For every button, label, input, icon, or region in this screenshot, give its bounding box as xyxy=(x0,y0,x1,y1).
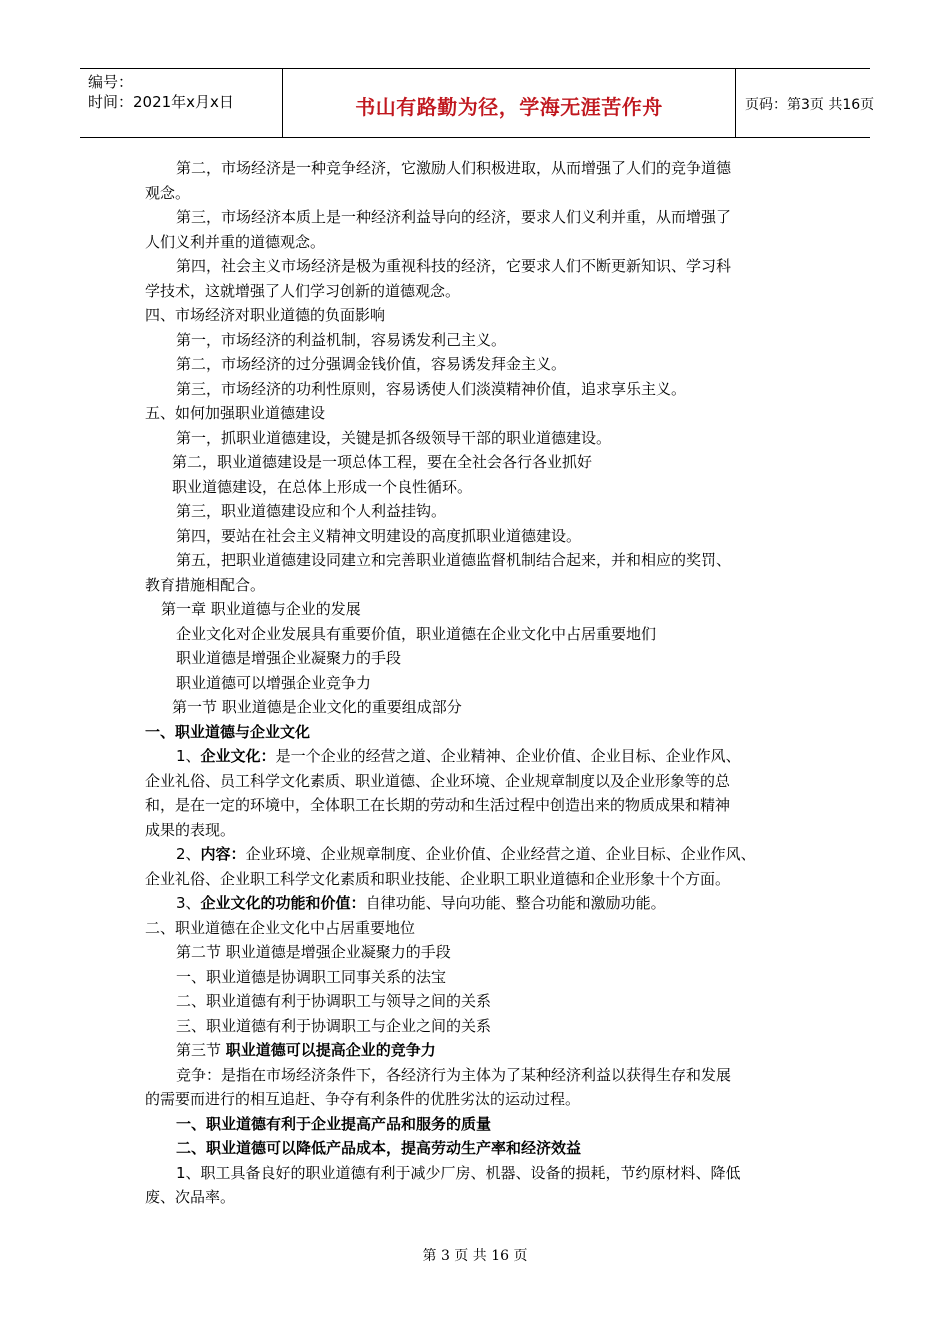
subsection-heading: 一、职业道德有利于企业提高产品和服务的质量 xyxy=(176,1114,492,1133)
number-label: 编号： xyxy=(88,73,134,91)
definition-line xyxy=(145,744,825,769)
page-info: 页码：第3页 共16页 xyxy=(745,97,875,113)
paragraph-line: 人们义利并重的道德观念。 xyxy=(145,232,326,251)
motto: 书山有路勤为径，学海无涯苦作舟 xyxy=(355,95,663,119)
paragraph-line: 竞争：是指在市场经济条件下，各经济行为主体为了某种经济利益以获得生存和发展 xyxy=(176,1065,732,1084)
paragraph-line: 企业礼俗、企业职工科学文化素质和职业技能、企业职工职业道德和企业形象十个方面。 xyxy=(145,869,731,888)
item-number: 2、 xyxy=(176,845,201,863)
list-item: 第一，抓职业道德建设，关键是抓各级领导干部的职业道德建设。 xyxy=(176,428,612,447)
list-item: 二、职业道德有利于协调职工与领导之间的关系 xyxy=(176,992,492,1010)
paragraph-line: 学技术，这就增强了人们学习创新的道德观念。 xyxy=(145,281,461,300)
page-header xyxy=(80,68,875,138)
definition-text: 是一个企业的经营之道、企业精神、企业价值、企业目标、企业作风、 xyxy=(275,747,741,765)
definition-text: 自律功能、导向功能、整合功能和激励功能。 xyxy=(365,894,666,912)
paragraph-line: 职业道德可以增强企业竞争力 xyxy=(176,673,372,692)
paragraph-line: 第四，社会主义市场经济是极为重视科技的经济，它要求人们不断更新知识、学习科 xyxy=(176,257,732,275)
list-item: 第二，市场经济的过分强调金钱价值，容易诱发拜金主义。 xyxy=(176,355,567,373)
paragraph-line: 观念。 xyxy=(145,183,191,202)
section-heading: 五、如何加强职业道德建设 xyxy=(145,404,326,422)
header-info-cell xyxy=(80,69,282,137)
definition-line xyxy=(145,842,825,867)
section-heading: 第二节 职业道德是增强企业凝聚力的手段 xyxy=(176,943,451,961)
term: 企业文化的功能和价值： xyxy=(200,894,366,912)
list-item: 第三，市场经济的功利性原则，容易诱使人们淡漠精神价值，追求享乐主义。 xyxy=(176,379,687,398)
paragraph-line: 的需要而进行的相互追赶、争夺有利条件的优胜劣汰的运动过程。 xyxy=(145,1090,581,1108)
paragraph-line: 成果的表现。 xyxy=(145,820,236,839)
paragraph-line: 第二，市场经济是一种竞争经济，它激励人们积极进取，从而增强了人们的竞争道德 xyxy=(176,159,732,177)
subsection-heading: 二、职业道德在企业文化中占居重要地位 xyxy=(145,918,416,937)
header-page-cell xyxy=(735,69,875,137)
paragraph-line: 教育措施相配合。 xyxy=(145,575,266,594)
paragraph-line: 1、职工具备良好的职业道德有利于减少厂房、机器、设备的损耗，节约原材料、降低 xyxy=(176,1163,741,1182)
list-item: 第四，要站在社会主义精神文明建设的高度抓职业道德建设。 xyxy=(176,526,582,545)
subsection-heading: 二、职业道德可以降低产品成本，提高劳动生产率和经济效益 xyxy=(176,1139,582,1157)
definition-line xyxy=(145,891,825,916)
list-item: 一、职业道德是协调职工同事关系的法宝 xyxy=(176,967,447,986)
paragraph-line: 企业文化对企业发展具有重要价值，职业道德在企业文化中占居重要地们 xyxy=(176,624,657,643)
document-body xyxy=(145,156,825,1210)
list-item: 第五，把职业道德建设同建立和完善职业道德监督机制结合起来，并和相应的奖罚、 xyxy=(176,551,732,569)
paragraph-line: 企业礼俗、员工科学文化素质、职业道德、企业环境、企业规章制度以及企业形象等的总 xyxy=(145,771,731,790)
paragraph-line: 第三，市场经济本质上是一种经济利益导向的经济，要求人们义利并重，从而增强了 xyxy=(176,208,732,226)
header-motto-cell xyxy=(282,69,736,137)
section-heading: 四、市场经济对职业道德的负面影响 xyxy=(145,306,386,324)
definition-text: 企业环境、企业规章制度、企业价值、企业经营之道、企业目标、企业作风、 xyxy=(245,845,756,863)
page-footer: 第 3 页 共 16 页 xyxy=(422,1248,528,1264)
item-number: 1、 xyxy=(176,747,201,765)
list-item: 第一，市场经济的利益机制，容易诱发利己主义。 xyxy=(176,330,507,349)
section-heading xyxy=(145,1038,825,1063)
section-label: 第三节 xyxy=(176,1041,226,1059)
term: 内容： xyxy=(200,845,246,863)
section-heading: 第一节 职业道德是企业文化的重要组成部分 xyxy=(172,698,462,716)
chapter-heading: 第一章 职业道德与企业的发展 xyxy=(161,600,361,618)
term: 企业文化： xyxy=(200,747,276,765)
subsection-heading: 一、职业道德与企业文化 xyxy=(145,722,311,741)
section-title: 职业道德可以提高企业的竞争力 xyxy=(225,1041,436,1059)
paragraph-line: 和，是在一定的环境中，全体职工在长期的劳动和生活过程中创造出来的物质成果和精神 xyxy=(145,796,731,814)
paragraph-line: 职业道德是增强企业凝聚力的手段 xyxy=(176,649,402,667)
list-item: 第二，职业道德建设是一项总体工程，要在全社会各行各业抓好 xyxy=(172,453,593,471)
list-item: 第三，职业道德建设应和个人利益挂钩。 xyxy=(176,502,447,520)
item-number: 3、 xyxy=(176,894,201,912)
list-item: 三、职业道德有利于协调职工与企业之间的关系 xyxy=(176,1016,492,1035)
list-item: 职业道德建设，在总体上形成一个良性循环。 xyxy=(172,477,473,496)
time-label: 时间：2021年x月x日 xyxy=(88,93,234,111)
paragraph-line: 废、次品率。 xyxy=(145,1188,236,1206)
